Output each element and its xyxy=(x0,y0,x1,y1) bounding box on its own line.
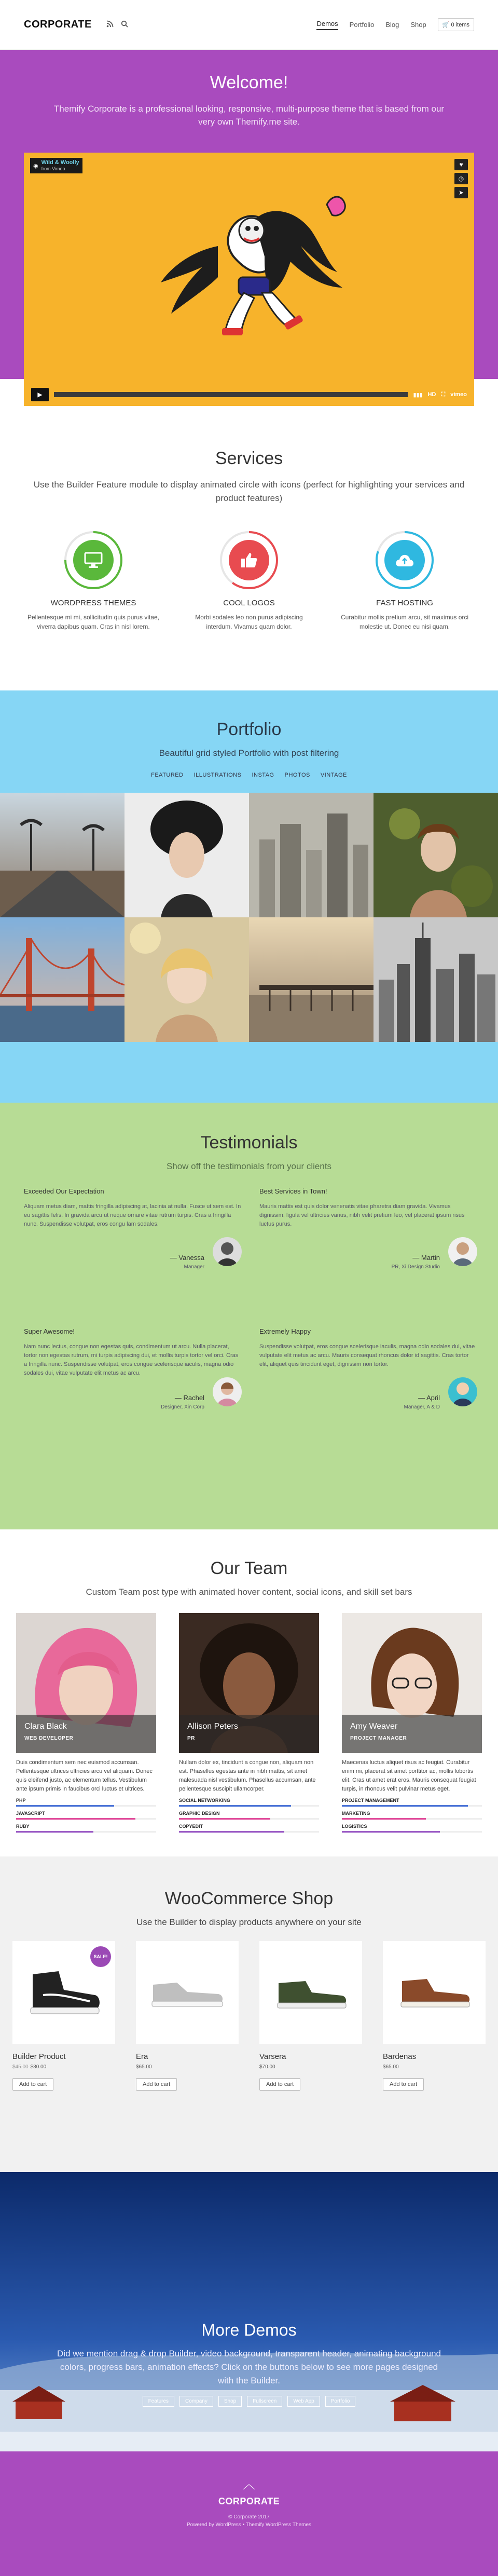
welcome-text: Themify Corporate is a professional looking, responsive, multi-purpose theme that is based from our very own Themify.me site. xyxy=(53,104,445,127)
video-side-actions xyxy=(454,159,468,198)
skill-fill xyxy=(342,1831,440,1833)
avatar xyxy=(448,1237,477,1266)
video-frame-illustration xyxy=(24,153,474,383)
portfolio-section xyxy=(0,690,498,1103)
testimonial-role: Manager, A & D xyxy=(404,1404,440,1410)
testimonial-role: Designer, Xin Corp xyxy=(161,1404,204,1410)
portfolio-item-city-skyline[interactable] xyxy=(374,917,498,1042)
testimonials-title: Testimonials xyxy=(200,1133,298,1153)
skill-track xyxy=(342,1805,482,1807)
portfolio-item-floral-woman[interactable] xyxy=(374,793,498,917)
volume-icon[interactable]: ▮▮▮ xyxy=(413,391,423,398)
site-footer xyxy=(0,2451,498,2576)
team-member-role: WEB DEVELOPER xyxy=(24,1736,74,1741)
team-member xyxy=(179,1613,319,1833)
nav-item-demos[interactable]: Demos xyxy=(316,20,338,30)
video-controls xyxy=(24,383,474,406)
portfolio-item-blonde-woman[interactable] xyxy=(125,917,249,1042)
demo-button-company[interactable]: Company xyxy=(179,2396,213,2407)
skill-fill xyxy=(179,1831,284,1833)
testimonials-subtitle: Show off the testimonials from your clients xyxy=(166,1161,332,1171)
product-image[interactable] xyxy=(259,1941,362,2044)
more-demos-text: Did we mention drag & drop Builder, video background, transparent header, animating background colors, progress bars, animation effects? Click on the buttons below to see more pages designed with the Builder. xyxy=(57,2349,441,2385)
team-photo[interactable] xyxy=(179,1613,319,1753)
skill-bar xyxy=(179,1798,319,1807)
skill-bar xyxy=(342,1824,482,1833)
service-text: Morbi sodales leo non purus adipiscing interdum. Vivamus quam dolor. xyxy=(195,614,303,630)
clock-icon[interactable]: ◷ xyxy=(454,173,468,184)
skill-bar xyxy=(16,1798,156,1807)
play-button[interactable]: ▶ xyxy=(31,388,49,401)
product-current-price: $65.00 xyxy=(136,2064,152,2070)
team-caption xyxy=(179,1715,319,1753)
product-image[interactable] xyxy=(12,1941,115,2044)
add-to-cart-button[interactable]: Add to cart xyxy=(259,2078,300,2091)
portfolio-item-golden-gate[interactable] xyxy=(0,917,125,1042)
testimonial-role: PR, Xi Design Studio xyxy=(391,1264,440,1270)
rss-icon[interactable] xyxy=(106,20,114,29)
vimeo-logo[interactable]: vimeo xyxy=(450,391,467,398)
testimonials-grid xyxy=(0,1187,498,1452)
product-card xyxy=(136,1941,239,2091)
team-member-name: Allison Peters xyxy=(187,1722,238,1731)
back-to-top-icon[interactable]: ︿ xyxy=(243,2477,255,2491)
skill-bar xyxy=(16,1811,156,1820)
team-caption xyxy=(342,1715,482,1753)
demo-button-shop[interactable]: Shop xyxy=(218,2396,242,2407)
services-section xyxy=(0,379,498,690)
portfolio-filters xyxy=(0,772,498,778)
fullscreen-icon[interactable]: ⛶ xyxy=(441,391,446,398)
team-section xyxy=(0,1529,498,1856)
site-logo[interactable]: CORPORATE xyxy=(24,19,92,30)
video-progress[interactable] xyxy=(54,392,408,397)
nav-item-shop[interactable]: Shop xyxy=(410,21,426,29)
product-name[interactable]: Era xyxy=(136,2052,148,2061)
sale-badge: SALE! xyxy=(90,1946,111,1967)
demo-button-web-app[interactable]: Web App xyxy=(287,2396,320,2407)
portfolio-title: Portfolio xyxy=(216,720,282,739)
services-row xyxy=(0,530,498,631)
skill-track xyxy=(342,1831,482,1833)
testimonial-title: Best Services in Town! xyxy=(259,1187,327,1195)
filter-instag[interactable]: INSTAG xyxy=(252,772,274,778)
services-title: Services xyxy=(215,449,283,468)
cart-icon: 🛒 xyxy=(442,22,450,28)
avatar xyxy=(213,1237,242,1266)
skill-label: JAVASCRIPT xyxy=(16,1811,45,1816)
skill-track xyxy=(342,1818,482,1820)
product-price xyxy=(383,2064,486,2070)
footer-copyright: © Corporate 2017 xyxy=(228,2514,270,2520)
skill-label: SOCIAL NETWORKING xyxy=(179,1798,230,1803)
product-name[interactable]: Bardenas xyxy=(383,2052,417,2061)
main-nav xyxy=(316,18,474,31)
product-price xyxy=(136,2064,239,2070)
team-caption xyxy=(16,1715,156,1753)
testimonials-section xyxy=(0,1103,498,1529)
portfolio-grid xyxy=(0,793,498,1042)
site-header xyxy=(0,0,498,50)
product-card xyxy=(383,1941,486,2091)
skill-fill xyxy=(342,1818,426,1820)
search-icon[interactable] xyxy=(121,20,128,29)
service-circle xyxy=(375,530,435,590)
video-title-badge[interactable] xyxy=(30,158,82,173)
demo-button-portfolio[interactable]: Portfolio xyxy=(325,2396,356,2407)
portfolio-item-foggy-city[interactable] xyxy=(249,793,374,917)
skill-fill xyxy=(342,1805,468,1807)
testimonial-role: Manager xyxy=(184,1264,204,1270)
skill-label: GRAPHIC DESIGN xyxy=(179,1811,220,1816)
team-member-name: Clara Black xyxy=(24,1722,67,1731)
testimonial-text: Nam nunc lectus, congue non egestas quis, condimentum ut arcu. Nulla placerat, tortor non egestas rutrum, mi turpis adipiscing dui, et mollis turpis tortor vel orci. Cras a fringilla nunc. Suspendisse volutpat, eros congue scelerisque iaculis, magna odio sodales dui, vitae vulputate elit metus ac arcu. xyxy=(24,1344,239,1376)
team-member xyxy=(342,1613,482,1833)
portfolio-subtitle: Beautiful grid styled Portfolio with post filtering xyxy=(159,748,339,758)
team-photo[interactable] xyxy=(16,1613,156,1753)
demo-buttons xyxy=(0,2396,498,2407)
testimonial-name: — Martin xyxy=(412,1254,440,1262)
team-title: Our Team xyxy=(210,1558,288,1578)
shop-subtitle: Use the Builder to display products anywhere on your site xyxy=(136,1917,362,1927)
skill-fill xyxy=(179,1818,270,1820)
filter-illustrations[interactable]: ILLUSTRATIONS xyxy=(193,772,242,778)
team-member-role: PROJECT MANAGER xyxy=(350,1736,407,1741)
skill-fill xyxy=(16,1818,135,1820)
service-text: Curabitur mollis pretium arcu, sit maximus orci molestie ut. Donec eu nisi quam. xyxy=(340,614,469,630)
testimonial-text: Suspendisse volutpat, eros congue scelerisque iaculis, magna odio sodales dui, vitae vulputate elit metus ac arcu. Mauris consequat rhoncus dolor id sagittis. Cras tortor elit, aliquet quis tincidunt eget, dignissim non tortor. xyxy=(259,1344,475,1367)
avatar xyxy=(213,1377,242,1406)
video-title: Wild & Woolly xyxy=(41,159,79,166)
skill-label: RUBY xyxy=(16,1824,30,1829)
skill-fill xyxy=(16,1831,93,1833)
testimonial-text: Aliquam metus diam, mattis fringilla adipiscing at, lacinia at nulla. Fusce ut sem est. In eu sagittis felis. In gravida arcu ut neque ornare vitae rutrum turpis. Cras a fringilla nunc. Suspendisse volutpat, eros congu lam sodales. xyxy=(24,1203,241,1227)
team-member-name: Amy Weaver xyxy=(350,1722,398,1731)
skill-fill xyxy=(16,1805,114,1807)
demo-button-fullscreen[interactable]: Fullscreen xyxy=(247,2396,282,2407)
video-source: from Vimeo xyxy=(41,166,65,171)
add-to-cart-button[interactable]: Add to cart xyxy=(12,2078,53,2091)
more-demos-title: More Demos xyxy=(201,2321,297,2339)
service-item xyxy=(337,530,472,631)
product-image[interactable] xyxy=(383,1941,486,2044)
team-member xyxy=(16,1613,156,1833)
portfolio-item-fashion-portrait[interactable] xyxy=(125,793,249,917)
avatar xyxy=(448,1377,477,1406)
service-text: Pellentesque mi mi, sollicitudin quis purus vitae, viverra dapibus quam. Cras in nisl lorem. xyxy=(27,614,160,630)
testimonial-title: Super Awesome! xyxy=(24,1327,75,1335)
service-name: FAST HOSTING xyxy=(376,599,433,607)
portfolio-item-pier-sunset[interactable] xyxy=(249,917,374,1042)
testimonial-card xyxy=(24,1187,242,1312)
more-demos-content xyxy=(0,2172,498,2407)
shop-title: WooCommerce Shop xyxy=(164,1889,334,1908)
shop-section xyxy=(0,1856,498,2172)
footer-credits[interactable]: Powered by WordPress • Themify WordPress Themes xyxy=(186,2522,312,2528)
skill-bar xyxy=(179,1811,319,1820)
nav-item-portfolio[interactable]: Portfolio xyxy=(349,21,375,29)
nav-item-blog[interactable]: Blog xyxy=(385,21,399,29)
team-row xyxy=(0,1613,498,1833)
demo-button-features[interactable]: Features xyxy=(143,2396,174,2407)
skill-bar xyxy=(342,1811,482,1820)
progress-ring xyxy=(375,530,435,590)
add-to-cart-button[interactable]: Add to cart xyxy=(383,2078,424,2091)
service-name: COOL LOGOS xyxy=(223,599,275,607)
testimonial-name: — Rachel xyxy=(174,1394,204,1402)
service-name: WORDPRESS THEMES xyxy=(50,599,136,607)
product-old-price: $45.00 xyxy=(12,2064,29,2070)
product-name[interactable]: Varsera xyxy=(259,2052,286,2061)
header-icons xyxy=(106,20,128,29)
product-price xyxy=(12,2064,115,2070)
footer-logo[interactable]: CORPORATE xyxy=(218,2496,280,2506)
skill-track xyxy=(179,1818,319,1820)
progress-ring xyxy=(63,530,123,590)
service-item xyxy=(26,530,161,631)
testimonial-text: Mauris mattis est quis dolor venenatis vitae pharetra diam gravida. Vivamus dignissim, ligula vel ultricies varius, nibh velit pretium leo, vel placerat ipsum risus luctus purus. xyxy=(259,1203,465,1227)
services-subtitle: Use the Builder Feature module to display animated circle with icons (perfect for highlighting your services and product features) xyxy=(33,480,465,503)
team-member-bio: Duis condimentum sem nec euismod accumsan. Pellentesque ultrices ultricies arcu vel aliquam. Donec quis eleifend justo, ac elementum tellus. Vestibulum ante ipsum primis in faucibus orci luctus et ultrices. xyxy=(16,1759,153,1792)
testimonial-card xyxy=(259,1187,477,1312)
welcome-section xyxy=(0,50,498,398)
share-icon[interactable]: ➤ xyxy=(454,187,468,198)
skill-track xyxy=(179,1805,319,1807)
team-photo[interactable] xyxy=(342,1613,482,1753)
product-current-price: $70.00 xyxy=(259,2064,275,2070)
skill-track xyxy=(179,1831,319,1833)
progress-ring xyxy=(219,530,279,590)
team-member-role: PR xyxy=(187,1736,195,1741)
product-name[interactable]: Builder Product xyxy=(12,2052,66,2061)
testimonial-card xyxy=(24,1327,242,1452)
testimonial-name: — April xyxy=(418,1394,440,1402)
testimonial-name: — Vanessa xyxy=(170,1254,204,1262)
hd-toggle[interactable]: HD xyxy=(427,391,436,398)
product-current-price: $30.00 xyxy=(30,2064,47,2070)
vimeo-avatar-icon: ◉ xyxy=(33,162,38,169)
service-circle xyxy=(63,530,123,590)
filter-featured[interactable]: FEATURED xyxy=(151,772,184,778)
more-demos-section xyxy=(0,2172,498,2451)
cart-count: 0 items xyxy=(451,22,469,28)
product-row xyxy=(0,1941,498,2091)
skill-track xyxy=(16,1818,156,1820)
portfolio-item-palm-road[interactable] xyxy=(0,793,125,917)
product-card xyxy=(259,1941,362,2091)
product-price xyxy=(259,2064,362,2070)
product-current-price: $65.00 xyxy=(383,2064,399,2070)
video-player[interactable] xyxy=(24,153,474,406)
product-card xyxy=(12,1941,115,2091)
skill-track xyxy=(16,1805,156,1807)
skill-label: PHP xyxy=(16,1798,26,1803)
skill-label: PROJECT MANAGEMENT xyxy=(342,1798,399,1803)
add-to-cart-button[interactable]: Add to cart xyxy=(136,2078,177,2091)
skill-bar xyxy=(179,1824,319,1833)
service-circle xyxy=(219,530,279,590)
skill-label: COPYEDIT xyxy=(179,1824,203,1829)
filter-photos[interactable]: PHOTOS xyxy=(284,772,310,778)
skill-track xyxy=(16,1831,156,1833)
skill-label: MARKETING xyxy=(342,1811,370,1816)
skill-label: LOGISTICS xyxy=(342,1824,367,1829)
testimonial-title: Exceeded Our Expectation xyxy=(24,1187,104,1195)
like-icon[interactable]: ♥ xyxy=(454,159,468,170)
filter-vintage[interactable]: VINTAGE xyxy=(320,772,347,778)
cart-button[interactable] xyxy=(438,18,474,31)
welcome-title: Welcome! xyxy=(210,73,288,92)
testimonial-card xyxy=(259,1327,477,1452)
skill-bar xyxy=(16,1824,156,1833)
skill-fill xyxy=(179,1805,291,1807)
service-item xyxy=(182,530,316,631)
team-member-bio: Maecenas luctus aliquet risus ac feugiat. Curabitur enim mi, placerat sit amet porttitor ac, mollis lobortis elit. Cras ut amet erat eros. Mauris consequat feugiat turpis, in rhoncus velit pulvinar metus eget. xyxy=(342,1759,476,1792)
testimonial-title: Extremely Happy xyxy=(259,1327,311,1335)
team-member-bio: Nullam dolor ex, tincidunt a congue non, aliquam non est. Phasellus egestas ante in nibh mattis, sit amet malesuada nisl vestibulum. Phasellus accumsan, ante pellentesque suscipit ullamcorper. xyxy=(179,1759,316,1792)
team-subtitle: Custom Team post type with animated hover content, social icons, and skill set bars xyxy=(86,1587,412,1597)
product-image[interactable] xyxy=(136,1941,239,2044)
skill-bar xyxy=(342,1798,482,1807)
